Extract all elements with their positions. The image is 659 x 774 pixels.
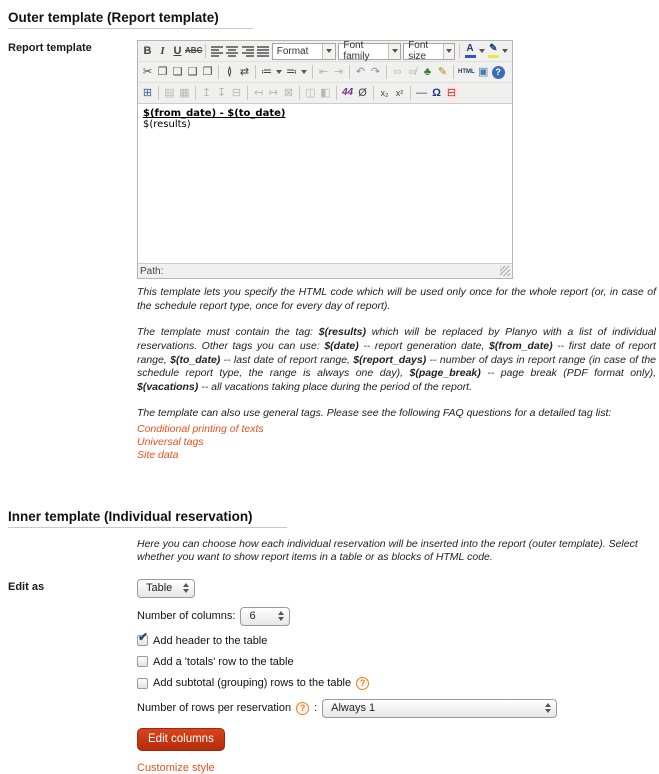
toolbar-separator: [218, 65, 219, 79]
undo-icon[interactable]: ↶: [355, 65, 366, 78]
indent-icon[interactable]: ⇥: [333, 65, 344, 78]
subscript-icon[interactable]: x₂: [380, 87, 389, 98]
unlink-icon[interactable]: ∞̸: [408, 65, 417, 78]
cut-icon[interactable]: ✂: [142, 65, 153, 78]
paste-icon[interactable]: ❏: [172, 65, 183, 78]
add-header-label: Add header to the table: [153, 634, 268, 647]
underline-icon[interactable]: U: [173, 44, 182, 57]
align-left-icon[interactable]: [209, 43, 224, 60]
numbered-list-icon[interactable]: ≕: [286, 65, 297, 78]
paste-word-icon[interactable]: ❒: [202, 65, 213, 78]
inner-template-description: Here you can choose how each individual reservation will be inserted into the report (outer template). Select whether you want to show report items in a table or as blocks of HTML code.: [137, 537, 638, 564]
insert-column-before-icon[interactable]: ↤: [253, 86, 264, 99]
toolbar-separator: [336, 86, 337, 100]
chevron-down-icon: [443, 44, 454, 59]
editor-content[interactable]: [138, 104, 512, 264]
link-universal-tags[interactable]: Universal tags: [137, 436, 204, 449]
select-stepper-icon: [278, 611, 284, 621]
text-color-icon[interactable]: [463, 43, 476, 60]
align-right-icon[interactable]: [240, 43, 255, 60]
bullet-list-icon[interactable]: ≔: [261, 65, 272, 78]
chevron-down-icon: [322, 44, 335, 59]
page-break-icon[interactable]: ⊟: [444, 85, 459, 102]
highlight-color-glyph: ✎: [489, 43, 498, 54]
add-subtotal-checkbox[interactable]: [137, 678, 148, 689]
text-color-glyph: A: [466, 43, 474, 54]
select-stepper-icon: [545, 703, 551, 713]
editor-content-line2: $(results): [143, 119, 191, 130]
toolbar-separator: [195, 86, 196, 100]
page-title: Outer template (Report template): [8, 10, 253, 29]
cleanup-icon[interactable]: ✎: [437, 65, 448, 78]
copy-icon[interactable]: ❐: [157, 65, 168, 78]
toolbar-separator: [373, 86, 374, 100]
edit-as-label: Edit as: [8, 580, 45, 593]
format-select[interactable]: [272, 43, 337, 60]
text-color-bar: [465, 55, 476, 58]
font-family-select-value: Font family: [343, 40, 370, 62]
editor-toolbar-row-2: [138, 62, 512, 83]
align-justify-icon[interactable]: [255, 43, 270, 60]
editor-content-line1: $(from_date) - $(to_date): [143, 108, 286, 119]
help-icon[interactable]: [491, 64, 506, 81]
font-family-select[interactable]: [338, 40, 401, 62]
link-site-data[interactable]: Site data: [137, 449, 179, 462]
add-subtotal-label: Add subtotal (grouping) rows to the table: [153, 677, 352, 690]
rows-per-reservation-select[interactable]: [322, 699, 557, 718]
description-paragraph-2: The template must contain the tag: $(results) which will be replaced by Planyo with a list of individual reservations. Other tags you can use: $(date) -- report generation date, $(from_date) -- first date of report range, $(to_date) -- last date of report range, $(report_days) -- number of days in report range (in case of the schedule report type, the range is always one day), $(page_break) -- page break (PDF format only), $(vacations) -- all vacations taking place during the period of the report.: [137, 326, 656, 393]
toolbar-separator: [158, 86, 159, 100]
merge-cells-icon[interactable]: ◧: [320, 86, 331, 99]
delete-row-icon[interactable]: ⊟: [231, 86, 242, 99]
highlight-color-bar: [488, 55, 499, 58]
bold-icon[interactable]: B: [143, 44, 152, 57]
editor-toolbar-row-3: [138, 83, 512, 104]
numbered-list-dropdown-icon[interactable]: [301, 70, 307, 74]
link-conditional-printing[interactable]: Conditional printing of texts: [137, 423, 264, 436]
editor-path-bar: [138, 264, 512, 278]
add-totals-label: Add a 'totals' row to the table: [153, 655, 294, 668]
bullet-list-dropdown-icon[interactable]: [276, 70, 282, 74]
insert-table-icon[interactable]: ⊞: [142, 86, 153, 99]
fullscreen-icon[interactable]: ▣: [477, 65, 489, 78]
columns-select[interactable]: [240, 607, 290, 626]
highlight-color-icon[interactable]: [487, 43, 500, 60]
toolbar-separator: [205, 44, 206, 58]
insert-column-after-icon[interactable]: ↦: [268, 86, 279, 99]
outdent-icon[interactable]: ⇤: [318, 65, 329, 78]
toolbar-separator: [299, 86, 300, 100]
chevron-down-icon: [388, 44, 400, 59]
rows-per-reservation-help-icon[interactable]: [296, 702, 309, 715]
customize-style-link[interactable]: Customize style: [137, 761, 215, 774]
editor-path-label: Path:: [140, 265, 164, 277]
report-template-row: [8, 40, 659, 279]
redo-icon[interactable]: ↷: [370, 65, 381, 78]
toolbar-separator: [459, 44, 460, 58]
rows-per-reservation-row: [137, 699, 659, 718]
row-properties-icon[interactable]: ▤: [164, 86, 175, 99]
link-icon[interactable]: ∞: [393, 65, 402, 78]
subtotal-help-icon[interactable]: [356, 677, 369, 690]
inner-section-title: Inner template (Individual reservation): [8, 509, 287, 528]
description-paragraph-3: The template can also use general tags. Please see the following FAQ questions for a detailed tag list:: [137, 407, 612, 420]
resize-grip-icon[interactable]: [500, 266, 510, 276]
select-stepper-icon: [183, 583, 189, 593]
columns-row: [137, 607, 659, 626]
report-template-label: Report template: [8, 42, 92, 54]
special-character-icon[interactable]: Ω: [432, 86, 441, 99]
outer-template-description: [137, 286, 656, 421]
checkbox-row-totals: [137, 656, 659, 668]
horizontal-rule-icon[interactable]: —: [416, 86, 427, 99]
editor-toolbar-row-1: [138, 41, 512, 62]
edit-as-select-value: Table: [146, 582, 173, 595]
rows-colon: :: [314, 702, 318, 715]
remove-format-icon[interactable]: Ø: [358, 86, 367, 99]
add-header-checkbox[interactable]: [137, 635, 148, 646]
paste-text-icon[interactable]: ❑: [187, 65, 198, 78]
checkbox-row-subtotal: [137, 677, 659, 690]
insert-row-before-icon[interactable]: ↥: [201, 86, 212, 99]
font-size-select[interactable]: [403, 40, 455, 62]
text-color-dropdown-icon[interactable]: [479, 49, 485, 53]
toolbar-separator: [349, 65, 350, 79]
cell-properties-icon[interactable]: ▦: [179, 86, 190, 99]
help-glyph: ?: [492, 66, 505, 79]
toolbar-separator: [386, 65, 387, 79]
insert-row-after-icon[interactable]: ↧: [216, 86, 227, 99]
find-icon[interactable]: ≬: [226, 65, 233, 78]
split-cells-icon[interactable]: ◫: [305, 86, 316, 99]
rows-per-reservation-label: Number of rows per reservation: [137, 702, 292, 715]
strikethrough-icon[interactable]: ABC: [185, 46, 203, 55]
font-size-select-value: Font size: [408, 40, 429, 62]
insert-image-icon[interactable]: ♣: [423, 65, 432, 78]
columns-select-value: 6: [249, 610, 256, 623]
highlight-color-dropdown-icon[interactable]: [502, 49, 508, 53]
find-replace-icon[interactable]: ⇄: [239, 65, 250, 78]
edit-columns-button[interactable]: Edit columns: [137, 728, 225, 751]
toolbar-separator: [453, 65, 454, 79]
format-select-value: Format: [276, 45, 309, 57]
rich-text-editor: [137, 40, 513, 279]
edit-as-row: [8, 579, 659, 774]
toolbar-separator: [410, 86, 411, 100]
columns-label: Number of columns:: [137, 610, 236, 623]
edit-as-select[interactable]: [137, 579, 195, 598]
toolbar-separator: [312, 65, 313, 79]
checkbox-row-header: [137, 635, 659, 647]
delete-column-icon[interactable]: ⊠: [283, 86, 294, 99]
rows-per-reservation-value: Always 1: [331, 702, 376, 715]
html-source-icon[interactable]: HTML: [458, 69, 475, 75]
italic-icon[interactable]: I: [160, 44, 165, 57]
add-totals-checkbox[interactable]: [137, 656, 148, 667]
description-paragraph-1: This template lets you specify the HTML code which will be used only once for the whole report (or, in case of the schedule report type, once for every day of report).: [137, 286, 656, 312]
align-center-icon[interactable]: [225, 43, 240, 60]
superscript-icon[interactable]: x²: [395, 87, 404, 98]
insert-attributes-icon[interactable]: 44: [341, 87, 354, 98]
toolbar-separator: [255, 65, 256, 79]
toolbar-separator: [247, 86, 248, 100]
